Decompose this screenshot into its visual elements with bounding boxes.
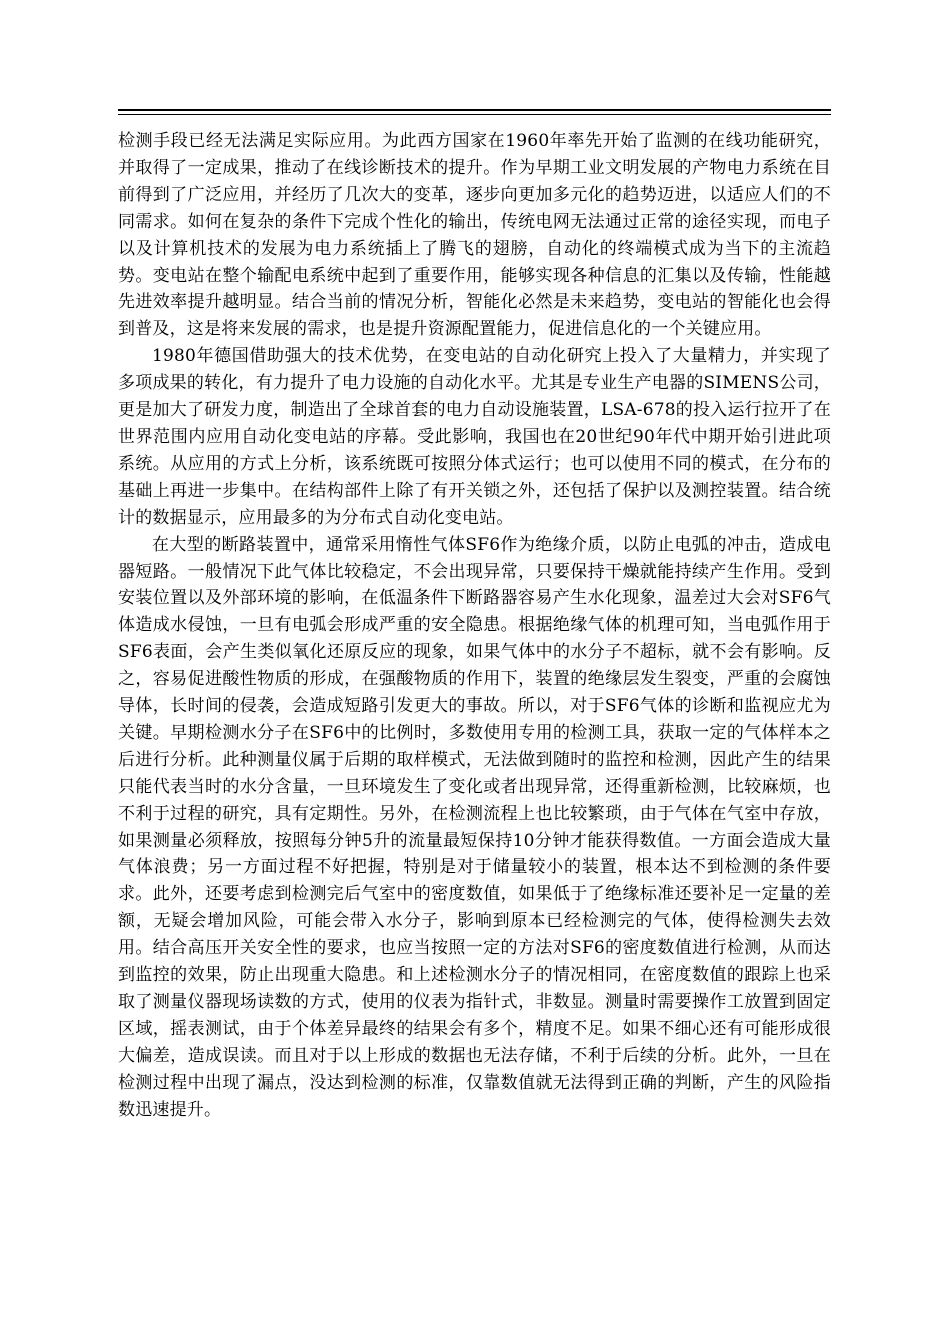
- paragraph-1: 检测手段已经无法满足实际应用。为此西方国家在1960年率先开始了监测的在线功能研究，并取得了一定成果，推动了在线诊断技术的提升。作为早期工业文明发展的产物电力系统在目前得到了广泛应用，并经历了几次大的变革，逐步向更加多元化的趋势迈进，以适应人们的不同需求。如何在复杂的条件下完成个性化的输出，传统电网无法通过正常的途径实现，而电子以及计算机技术的发展为电力系统插上了腾飞的翅膀，自动化的终端模式成为当下的主流趋势。变电站在整个输配电系统中起到了重要作用，能够实现各种信息的汇集以及传输，性能越先进效率提升越明显。结合当前的情况分析，智能化必然是未来趋势，变电站的智能化也会得到普及，这是将来发展的需求，也是提升资源配置能力，促进信息化的一个关键应用。: [118, 131, 831, 340]
- paragraph-3: 在大型的断路装置中，通常采用惰性气体SF6作为绝缘介质，以防止电弧的冲击，造成电器短路。一般情况下此气体比较稳定，不会出现异常，只要保持干燥就能持续产生作用。受到安装位置以及外部环境的影响，在低温条件下断路器容易产生水化现象，温差过大会对SF6气体造成水侵蚀，一旦有电弧会形成严重的安全隐患。根据绝缘气体的机理可知，当电弧作用于SF6表面，会产生类似氧化还原反应的现象，如果气体中的水分子不超标，就不会有影响。反之，容易促进酸性物质的形成，在强酸物质的作用下，装置的绝缘层发生裂变，严重的会腐蚀导体，长时间的侵袭，会造成短路引发更大的事故。所以，对于SF6气体的诊断和监视应尤为关键。早期检测水分子在SF6中的比例时，多数使用专用的检测工具，获取一定的气体样本之后进行分析。此种测量仪属于后期的取样模式，无法做到随时的监控和检测，因此产生的结果只能代表当时的水分含量，一旦环境发生了变化或者出现异常，还得重新检测，比较麻烦，也不利于过程的研究，具有定期性。另外，在检测流程上也比较繁琐，由于气体在气室中存放，如果测量必须释放，按照每分钟5升的流量最短保持10分钟才能获得数值。一方面会造成大量气体浪费；另一方面过程不好把握，特别是对于储量较小的装置，根本达不到检测的条件要求。此外，还要考虑到检测完后气室中的密度数值，如果低于了绝缘标准还要补足一定量的差额，无疑会增加风险，可能会带入水分子，影响到原本已经检测完的气体，使得检测失去效用。结合高压开关安全性的要求，也应当按照一定的方法对SF6的密度数值进行检测，从而达到监控的效果，防止出现重大隐患。和上述检测水分子的情况相同，在密度数值的跟踪上也采取了测量仪器现场读数的方式，使用的仪表为指针式，非数显。测量时需要操作工放置到固定区域，摇表测试，由于个体差异最终的结果会有多个，精度不足。如果不细心还有可能形成很大偏差，造成误读。而且对于以上形成的数据也无法存储，不利于后续的分析。此外，一旦在检测过程中出现了漏点，没达到检测的标准，仅靠数值就无法得到正确的判断，产生的风险指数迅速提升。: [118, 534, 831, 1120]
- document-body: [118, 128, 831, 1124]
- paragraph-2: 1980年德国借助强大的技术优势，在变电站的自动化研究上投入了大量精力，并实现了多项成果的转化，有力提升了电力设施的自动化水平。尤其是专业生产电器的SIMENS公司，更是加大了研发力度，制造出了全球首套的电力自动设施装置，LSA-678的投入运行拉开了在世界范围内应用自动化变电站的序幕。受此影响，我国也在20世纪90年代中期开始引进此项系统。从应用的方式上分析，该系统既可按照分体式运行；也可以使用不同的模式，在分布的基础上再进一步集中。在结构部件上除了有开关锁之外，还包括了保护以及测控装置。结合统计的数据显示，应用最多的为分布式自动化变电站。: [118, 346, 831, 528]
- header-rule: [118, 109, 831, 115]
